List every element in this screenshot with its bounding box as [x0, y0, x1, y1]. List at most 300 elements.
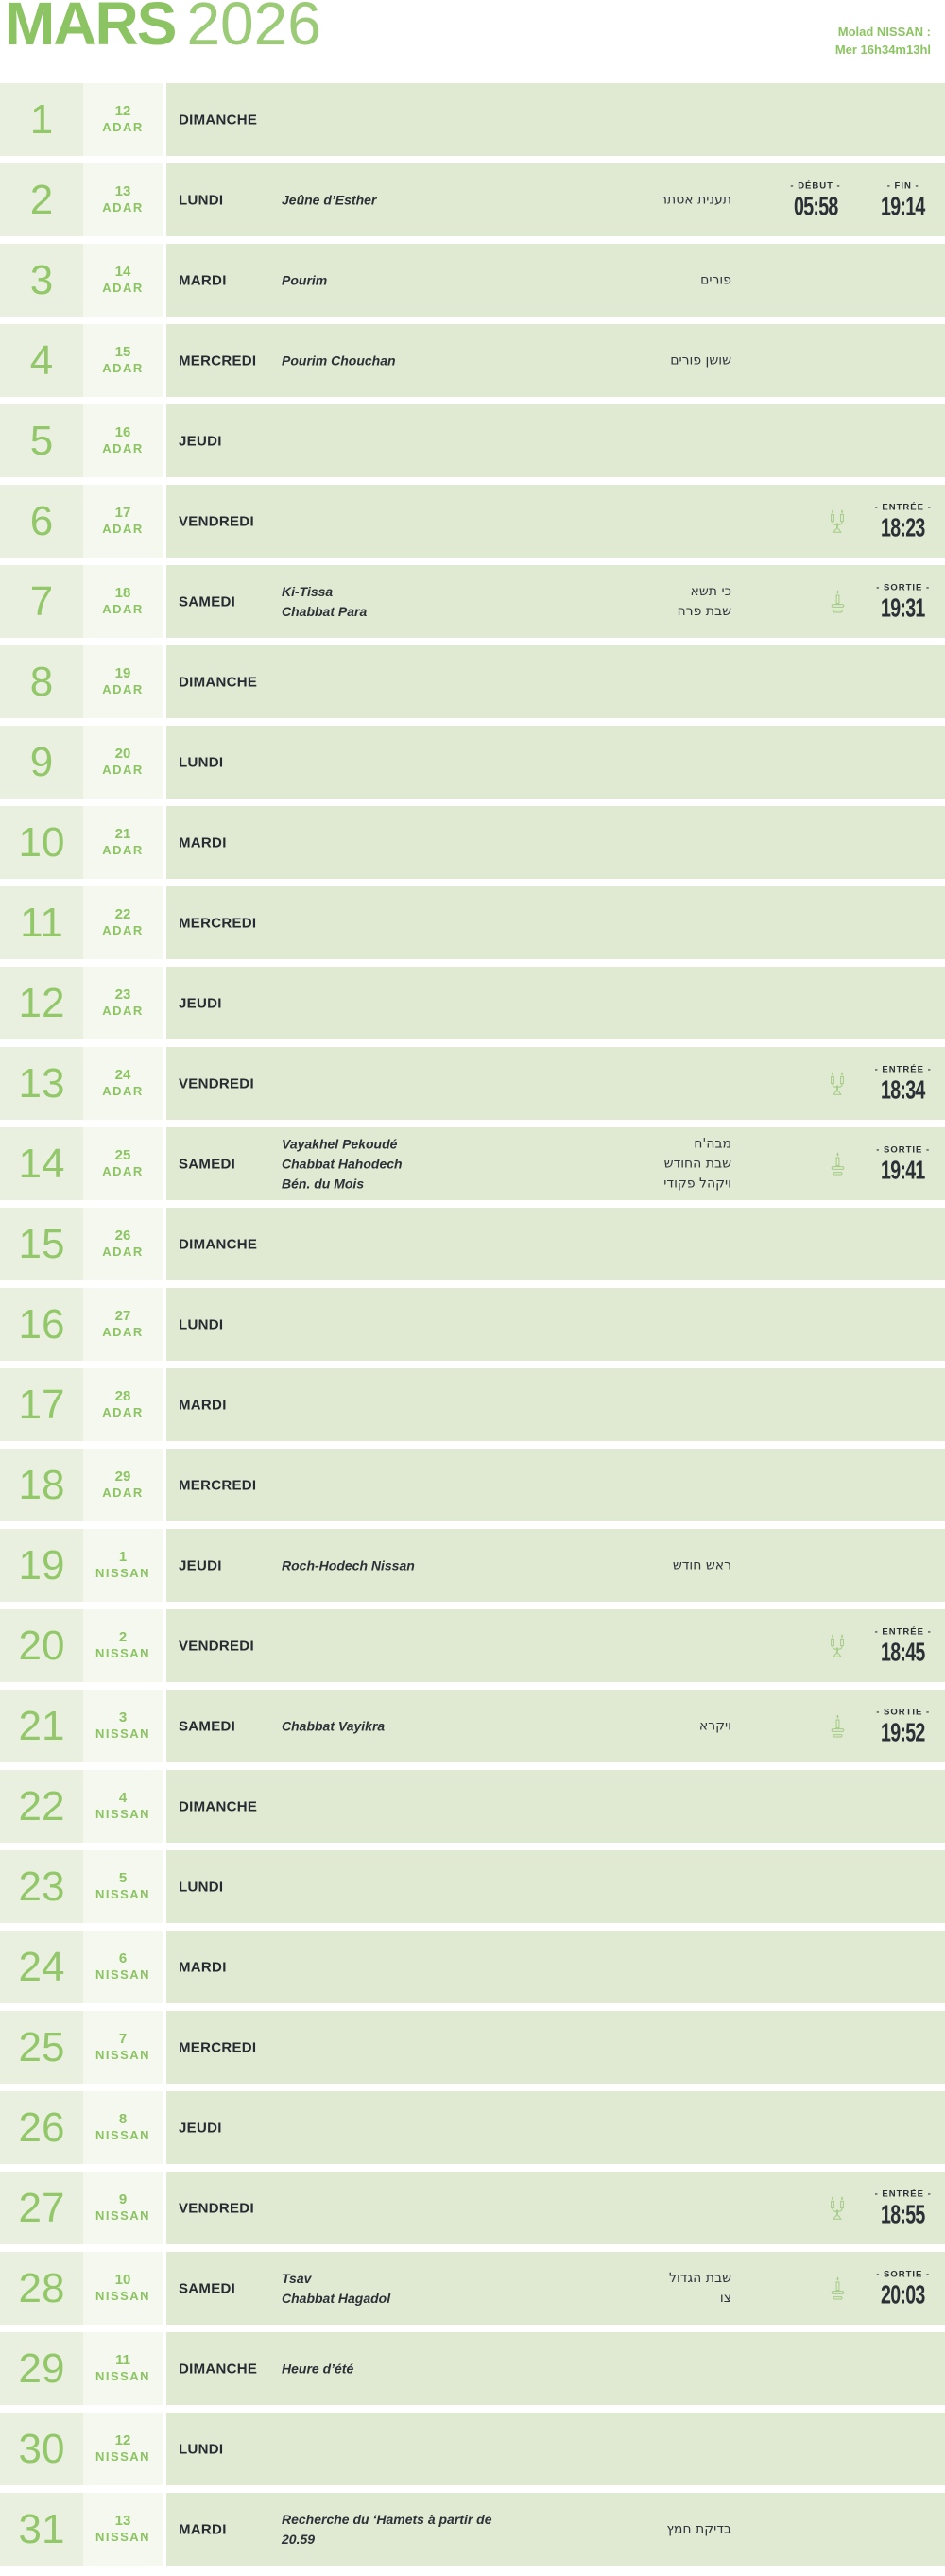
calendar-header: [0, 0, 945, 83]
year-title: 2026: [186, 0, 321, 58]
day-band: [166, 726, 945, 799]
day-band: [166, 1127, 945, 1200]
hebrew-month-name: NISSAN: [94, 2208, 151, 2224]
day-number: 17: [18, 1381, 65, 1428]
weekday-label: MARDI: [179, 1959, 227, 1975]
havdalah-candle-icon: [825, 589, 850, 615]
event-line: Bén. du Mois: [282, 1176, 365, 1191]
day-number-cell: [0, 967, 83, 1039]
day-band: [166, 886, 945, 959]
hebrew-month-name: NISSAN: [94, 1807, 151, 1822]
day-number-cell: [0, 1931, 83, 2003]
hebrew-day-number: 16: [114, 424, 131, 441]
hebrew-day-number: 4: [118, 1790, 128, 1807]
hebrew-month-name: ADAR: [102, 1325, 144, 1340]
hebrew-date-cell: [83, 1690, 163, 1762]
hebrew-month-name: NISSAN: [94, 1726, 151, 1742]
calendar-day-row: [0, 2172, 945, 2244]
weekday-label: MARDI: [179, 834, 227, 850]
time-label: - FIN -: [886, 180, 919, 191]
day-number-cell: [0, 1529, 83, 1602]
calendar-day-row: [0, 565, 945, 638]
hebrew-date-cell: [83, 726, 163, 799]
hebrew-month-name: ADAR: [102, 1245, 144, 1260]
day-number-cell: [0, 1368, 83, 1441]
calendar-day-row: [0, 1690, 945, 1762]
day-number: 10: [18, 818, 65, 866]
day-band: [166, 967, 945, 1039]
hebrew-date-cell: [83, 2493, 163, 2566]
hebrew-date-cell: [83, 1208, 163, 1280]
time-value: 18:34: [881, 1073, 926, 1104]
time-label: - DÉBUT -: [790, 180, 841, 191]
day-number-cell: [0, 404, 83, 477]
hebrew-date-cell: [83, 565, 163, 638]
hebrew-date-cell: [83, 2091, 163, 2164]
hebrew-month-name: ADAR: [102, 1405, 144, 1420]
time-label: - SORTIE -: [876, 2268, 931, 2279]
day-number: 18: [18, 1461, 65, 1508]
calendar-day-row: [0, 726, 945, 799]
time-value: 18:23: [881, 511, 926, 541]
calendar-day-row: [0, 1047, 945, 1120]
time-value: 20:03: [881, 2278, 926, 2309]
hebrew-date-cell: [83, 2172, 163, 2244]
calendar-day-row: [0, 1208, 945, 1280]
day-number-cell: [0, 1288, 83, 1361]
weekday-label: LUNDI: [179, 192, 224, 208]
times-group: [871, 2189, 935, 2227]
day-number: 4: [29, 336, 54, 384]
calendar-day-row: [0, 1850, 945, 1923]
hebrew-event-line: כי תשא: [690, 583, 731, 599]
hebrew-month-name: ADAR: [102, 1164, 144, 1179]
day-number: 27: [18, 2184, 65, 2231]
shabbat-candles-icon: [825, 508, 850, 535]
day-number-cell: [0, 806, 83, 879]
havdalah-candle-icon: [825, 1713, 850, 1740]
times-group: [871, 1626, 935, 1665]
hebrew-month-name: ADAR: [102, 1485, 144, 1501]
day-band: [166, 485, 945, 558]
calendar-day-row: [0, 1288, 945, 1361]
molad-info: [835, 24, 931, 60]
hebrew-date-cell: [83, 1127, 163, 1200]
day-band: [166, 645, 945, 718]
day-number: 20: [18, 1622, 65, 1669]
hebrew-day-number: 11: [115, 2352, 130, 2369]
hebrew-event-line: שושן פורים: [670, 352, 731, 368]
calendar-day-row: [0, 1529, 945, 1602]
hebrew-month-name: ADAR: [102, 923, 144, 938]
hebrew-event-line: פורים: [700, 272, 731, 287]
hebrew-month-name: NISSAN: [94, 1967, 151, 1983]
shabbat-candles-icon: [825, 1071, 850, 1097]
day-number-cell: [0, 1770, 83, 1843]
calendar-rows: [0, 83, 945, 2566]
weekday-label: MERCREDI: [179, 1477, 257, 1493]
day-band: [166, 2413, 945, 2485]
molad-label: Molad NISSAN :: [837, 25, 931, 39]
hebrew-event-list: [670, 351, 731, 370]
day-band: [166, 2252, 945, 2325]
time-label: - ENTRÉE -: [874, 1625, 932, 1637]
calendar-day-row: [0, 485, 945, 558]
day-number: 13: [18, 1059, 65, 1107]
hebrew-day-number: 2: [118, 1629, 128, 1646]
day-number-cell: [0, 886, 83, 959]
hebrew-day-number: 10: [114, 2272, 131, 2289]
weekday-label: LUNDI: [179, 2441, 224, 2457]
event-list: [282, 2510, 537, 2550]
day-band: [166, 2011, 945, 2084]
hebrew-event-list: [669, 2269, 731, 2309]
hebrew-event-line: שבת הגדול: [669, 2270, 731, 2286]
day-number: 21: [18, 1702, 65, 1749]
hebrew-event-line: שבת החודש: [663, 1156, 731, 1171]
hebrew-day-number: 12: [114, 103, 131, 120]
havdalah-candle-icon: [825, 2275, 850, 2302]
day-number: 25: [18, 2023, 65, 2070]
hebrew-day-number: 17: [114, 505, 131, 522]
day-band: [166, 1770, 945, 1843]
day-number-cell: [0, 83, 83, 156]
times-group: [784, 180, 935, 219]
day-number-cell: [0, 645, 83, 718]
hebrew-month-name: ADAR: [102, 281, 144, 296]
day-number-cell: [0, 485, 83, 558]
event-list: [282, 351, 537, 370]
times-group: [871, 502, 935, 541]
day-number-cell: [0, 2091, 83, 2164]
event-line: Heure d’été: [282, 2361, 354, 2376]
calendar-day-row: [0, 83, 945, 156]
hebrew-event-line: בדיקת חמץ: [666, 2521, 731, 2536]
day-number-cell: [0, 2493, 83, 2566]
hebrew-month-name: NISSAN: [94, 2128, 151, 2143]
times-group: [871, 1064, 935, 1103]
hebrew-date-cell: [83, 1770, 163, 1843]
hebrew-month-name: ADAR: [102, 602, 144, 617]
weekday-label: MERCREDI: [179, 2039, 257, 2055]
day-band: [166, 2091, 945, 2164]
month-title: MARS: [5, 0, 176, 58]
day-number: 29: [18, 2344, 65, 2392]
time-label: - SORTIE -: [876, 581, 931, 592]
day-band: [166, 1609, 945, 1682]
event-list: [282, 270, 537, 290]
event-line: Tsav: [282, 2270, 312, 2286]
day-number-cell: [0, 1850, 83, 1923]
event-line: Chabbat Vayikra: [282, 1718, 386, 1733]
hebrew-date-cell: [83, 485, 163, 558]
day-band: [166, 404, 945, 477]
hebrew-day-number: 18: [114, 585, 131, 602]
hebrew-date-cell: [83, 967, 163, 1039]
time-label: - SORTIE -: [876, 1143, 931, 1155]
day-band: [166, 1208, 945, 1280]
hebrew-date-cell: [83, 1850, 163, 1923]
calendar-day-row: [0, 2413, 945, 2485]
calendar-day-row: [0, 1931, 945, 2003]
hebrew-day-number: 21: [114, 826, 131, 843]
event-list: [282, 1716, 537, 1736]
time-block: [871, 1144, 935, 1183]
calendar-day-row: [0, 1449, 945, 1521]
weekday-label: JEUDI: [179, 2120, 222, 2136]
day-number: 12: [18, 979, 65, 1026]
calendar-day-row: [0, 1368, 945, 1441]
hebrew-day-number: 19: [114, 665, 131, 682]
hebrew-month-name: NISSAN: [94, 1646, 151, 1661]
hebrew-day-number: 6: [118, 1950, 128, 1967]
day-number: 31: [18, 2505, 65, 2552]
weekday-label: SAMEDI: [179, 1718, 236, 1734]
event-line: Vayakhel Pekoudé: [282, 1136, 398, 1151]
hebrew-month-name: ADAR: [102, 1084, 144, 1099]
hebrew-event-line: מבה'ח: [694, 1136, 731, 1151]
page-title: [5, 0, 321, 56]
weekday-label: SAMEDI: [179, 593, 236, 610]
time-block: [871, 582, 935, 621]
hebrew-day-number: 15: [114, 344, 131, 361]
weekday-label: DIMANCHE: [179, 2361, 258, 2377]
hebrew-date-cell: [83, 163, 163, 236]
day-number-cell: [0, 1690, 83, 1762]
hebrew-day-number: 23: [114, 987, 131, 1004]
hebrew-month-name: ADAR: [102, 843, 144, 858]
event-line: Chabbat Para: [282, 603, 368, 619]
day-number-cell: [0, 2011, 83, 2084]
times-group: [871, 2269, 935, 2308]
weekday-label: LUNDI: [179, 1879, 224, 1895]
day-number-cell: [0, 244, 83, 317]
hebrew-day-number: 22: [114, 906, 131, 923]
calendar-day-row: [0, 2011, 945, 2084]
hebrew-event-list: [660, 190, 731, 210]
day-band: [166, 2332, 945, 2405]
hebrew-day-number: 20: [114, 746, 131, 763]
hebrew-event-list: [678, 582, 731, 622]
weekday-label: DIMANCHE: [179, 112, 258, 128]
event-line: Jeûne d’Esther: [282, 192, 377, 207]
weekday-label: VENDREDI: [179, 513, 254, 529]
day-number: 11: [20, 899, 63, 946]
hebrew-date-cell: [83, 1449, 163, 1521]
time-value: 19:31: [881, 592, 926, 622]
hebrew-event-list: [663, 1134, 731, 1194]
day-number: 16: [18, 1300, 65, 1348]
event-line: 20.59: [282, 2531, 316, 2547]
day-band: [166, 244, 945, 317]
day-band: [166, 1850, 945, 1923]
hebrew-date-cell: [83, 324, 163, 397]
event-line: Pourim Chouchan: [282, 352, 396, 368]
weekday-label: DIMANCHE: [179, 1236, 258, 1252]
event-line: Pourim: [282, 272, 328, 287]
day-number-cell: [0, 2413, 83, 2485]
weekday-label: VENDREDI: [179, 1075, 254, 1091]
hebrew-event-list: [673, 1555, 731, 1575]
hebrew-month-name: NISSAN: [94, 2048, 151, 2063]
day-number: 23: [18, 1863, 65, 1910]
hebrew-event-line: ראש חודש: [672, 1557, 731, 1572]
hebrew-month-name: ADAR: [102, 120, 144, 135]
hebrew-day-number: 25: [114, 1147, 131, 1164]
hebrew-month-name: NISSAN: [94, 2449, 151, 2464]
calendar-day-row: [0, 645, 945, 718]
hebrew-event-list: [700, 270, 731, 290]
time-value: 19:41: [881, 1154, 926, 1184]
day-band: [166, 163, 945, 236]
calendar-day-row: [0, 2493, 945, 2566]
time-block: [871, 1626, 935, 1665]
calendar-day-row: [0, 1127, 945, 1200]
weekday-label: MARDI: [179, 2521, 227, 2537]
hebrew-event-line: תענית אסתר: [660, 192, 731, 207]
weekday-label: VENDREDI: [179, 2200, 254, 2216]
day-number: 6: [29, 497, 54, 544]
hebrew-day-number: 13: [114, 2513, 131, 2530]
weekday-label: MARDI: [179, 1397, 227, 1413]
weekday-label: DIMANCHE: [179, 674, 258, 690]
event-line: Chabbat Hahodech: [282, 1156, 403, 1171]
hebrew-month-name: ADAR: [102, 763, 144, 778]
hebrew-date-cell: [83, 806, 163, 879]
time-value: 18:45: [881, 1636, 926, 1666]
hebrew-date-cell: [83, 2332, 163, 2405]
day-number: 28: [18, 2264, 65, 2311]
hebrew-date-cell: [83, 83, 163, 156]
day-band: [166, 1449, 945, 1521]
hebrew-month-name: NISSAN: [94, 1566, 151, 1581]
weekday-label: VENDREDI: [179, 1638, 254, 1654]
times-group: [871, 582, 935, 621]
weekday-label: MARDI: [179, 272, 227, 288]
calendar-day-row: [0, 163, 945, 236]
hebrew-month-name: ADAR: [102, 1004, 144, 1019]
time-block: [784, 180, 848, 219]
calendar-day-row: [0, 2252, 945, 2325]
event-line: Recherche du ‘Hamets à partir de: [282, 2511, 492, 2527]
hebrew-date-cell: [83, 244, 163, 317]
hebrew-day-number: 26: [114, 1228, 131, 1245]
calendar-day-row: [0, 2332, 945, 2405]
hebrew-event-list: [666, 2519, 731, 2539]
event-line: Ki-Tissa: [282, 583, 334, 599]
day-number: 1: [29, 95, 54, 143]
day-number: 30: [18, 2425, 65, 2472]
hebrew-day-number: 27: [114, 1308, 131, 1325]
shabbat-candles-icon: [825, 1633, 850, 1659]
event-line: Roch-Hodech Nissan: [282, 1557, 415, 1572]
day-number: 15: [18, 1220, 65, 1267]
hebrew-event-line: שבת פרה: [677, 603, 731, 619]
day-number-cell: [0, 1609, 83, 1682]
day-number-cell: [0, 1127, 83, 1200]
time-value: 19:52: [881, 1716, 926, 1746]
weekday-label: JEUDI: [179, 995, 222, 1011]
day-band: [166, 1690, 945, 1762]
weekday-label: LUNDI: [179, 1316, 224, 1332]
time-value: 18:55: [881, 2198, 926, 2228]
calendar-day-row: [0, 324, 945, 397]
time-value: 05:58: [793, 190, 838, 220]
day-number-cell: [0, 324, 83, 397]
day-number-cell: [0, 2172, 83, 2244]
day-number: 14: [18, 1140, 65, 1187]
hebrew-date-cell: [83, 1288, 163, 1361]
hebrew-day-number: 12: [114, 2432, 131, 2449]
day-number: 26: [18, 2104, 65, 2151]
day-number-cell: [0, 1047, 83, 1120]
time-label: - SORTIE -: [876, 1706, 931, 1717]
hebrew-date-cell: [83, 1047, 163, 1120]
calendar-day-row: [0, 1770, 945, 1843]
event-list: [282, 2359, 537, 2379]
hebrew-event-list: [699, 1716, 731, 1736]
hebrew-month-name: ADAR: [102, 682, 144, 697]
hebrew-date-cell: [83, 1368, 163, 1441]
hebrew-day-number: 28: [114, 1388, 131, 1405]
time-block: [871, 2189, 935, 2227]
hebrew-date-cell: [83, 2252, 163, 2325]
times-group: [871, 1144, 935, 1183]
calendar-day-row: [0, 967, 945, 1039]
molad-time: Mer 16h34m13hl: [834, 42, 931, 57]
event-list: [282, 2269, 537, 2309]
day-number-cell: [0, 2332, 83, 2405]
day-band: [166, 806, 945, 879]
hebrew-date-cell: [83, 2011, 163, 2084]
day-number-cell: [0, 2252, 83, 2325]
hebrew-month-name: NISSAN: [94, 2530, 151, 2545]
event-line: Chabbat Hagadol: [282, 2290, 391, 2306]
weekday-label: MERCREDI: [179, 915, 257, 931]
calendar-day-row: [0, 2091, 945, 2164]
day-band: [166, 324, 945, 397]
day-band: [166, 565, 945, 638]
day-number-cell: [0, 1208, 83, 1280]
times-group: [871, 1707, 935, 1745]
day-number: 8: [29, 658, 54, 705]
time-value: 19:14: [881, 190, 926, 220]
hebrew-day-number: 29: [114, 1468, 131, 1485]
calendar-day-row: [0, 886, 945, 959]
event-list: [282, 1555, 537, 1575]
hebrew-day-number: 1: [118, 1549, 128, 1566]
day-band: [166, 1931, 945, 2003]
hebrew-date-cell: [83, 1609, 163, 1682]
weekday-label: SAMEDI: [179, 2280, 236, 2296]
weekday-label: MERCREDI: [179, 352, 257, 369]
shabbat-candles-icon: [825, 2195, 850, 2222]
hebrew-day-number: 14: [114, 264, 131, 281]
event-list: [282, 582, 537, 622]
day-number: 22: [18, 1782, 65, 1829]
hebrew-day-number: 7: [118, 2031, 128, 2048]
hebrew-day-number: 3: [118, 1709, 128, 1726]
hebrew-date-cell: [83, 1931, 163, 2003]
hebrew-day-number: 8: [118, 2111, 128, 2128]
day-band: [166, 1529, 945, 1602]
day-number: 3: [29, 256, 54, 303]
day-band: [166, 1047, 945, 1120]
weekday-label: JEUDI: [179, 433, 222, 449]
hebrew-month-name: ADAR: [102, 361, 144, 376]
hebrew-day-number: 9: [118, 2191, 128, 2208]
day-band: [166, 1368, 945, 1441]
